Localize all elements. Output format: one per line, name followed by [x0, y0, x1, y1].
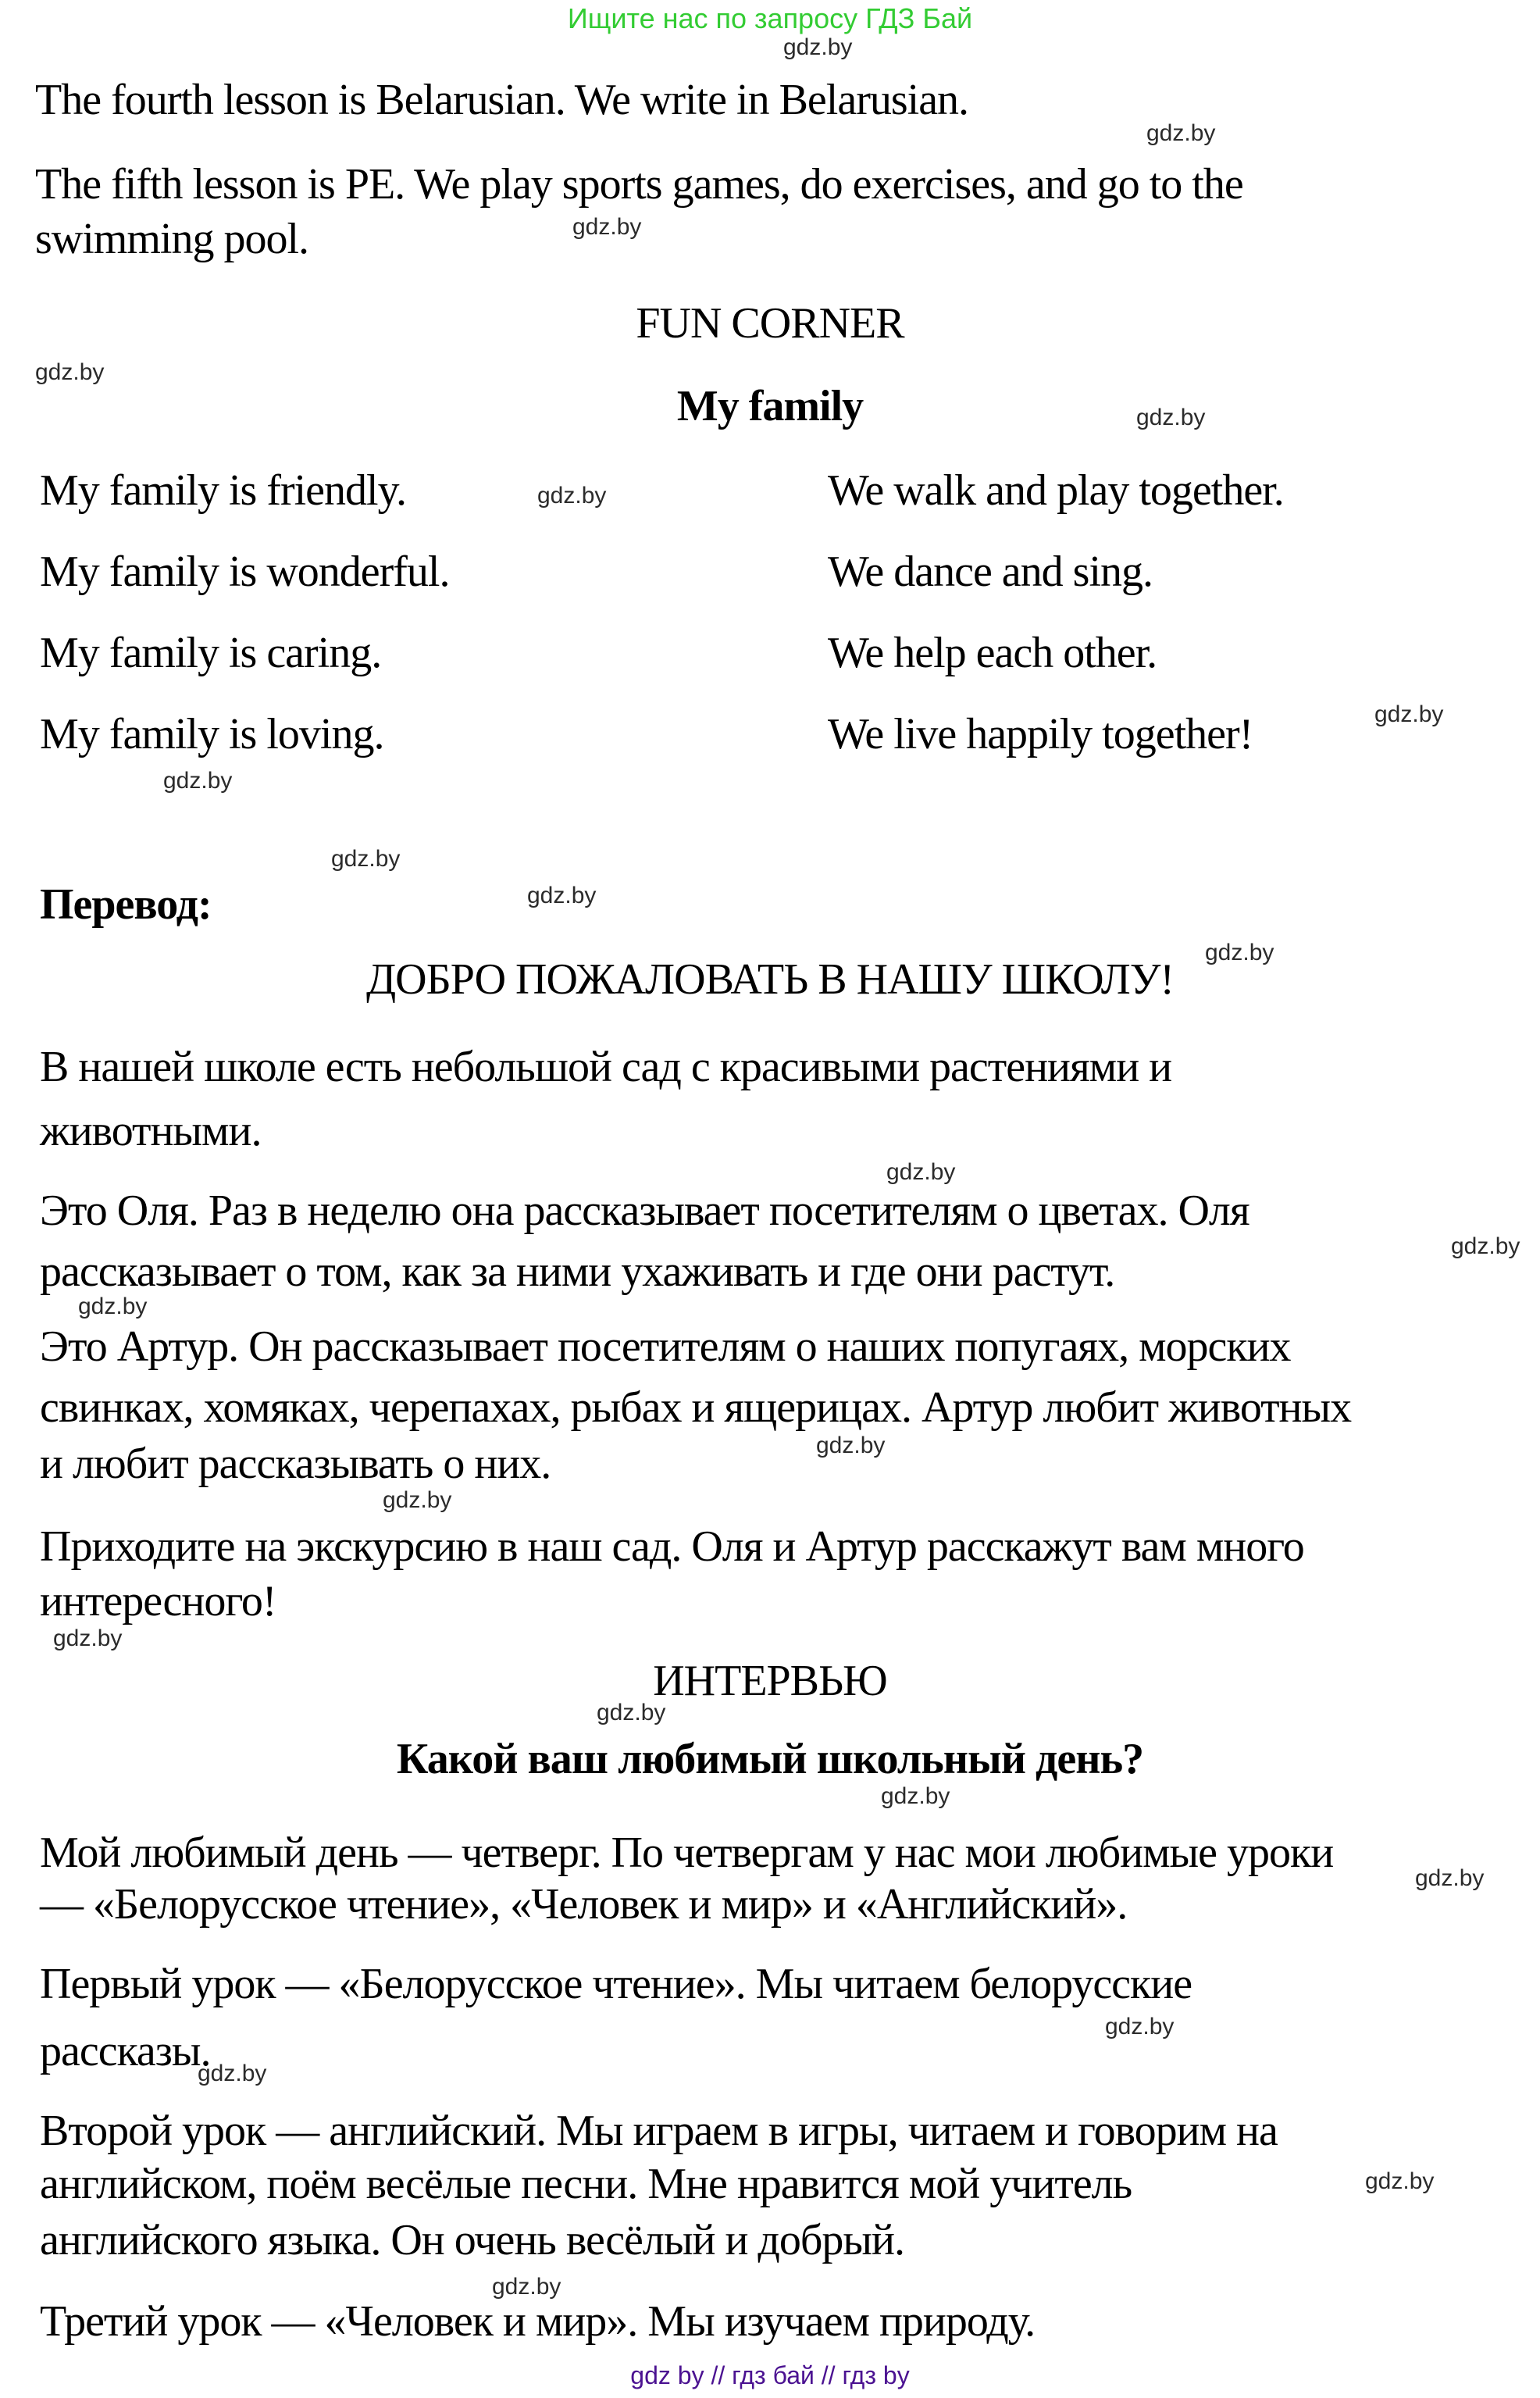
- translation-text-line: Это Оля. Раз в неделю она рассказывает посетителям о цветах. Оля: [40, 1187, 1249, 1235]
- poem-line-right: We live happily together!: [828, 710, 1253, 758]
- watermark: gdz.by: [527, 883, 597, 908]
- translation-text-line: Приходите на экскурсию в наш сад. Оля и Артур расскажут вам много: [40, 1522, 1304, 1571]
- watermark: gdz.by: [1374, 701, 1444, 727]
- translation-text-line: и любит рассказывать о них.: [40, 1440, 551, 1488]
- watermark: gdz.by: [1451, 1233, 1520, 1259]
- watermark: gdz.by: [816, 1433, 886, 1458]
- poem-line-right: We walk and play together.: [828, 466, 1284, 515]
- interview-text-line: английском, поём весёлые песни. Мне нравится мой учитель: [40, 2160, 1132, 2208]
- watermark: gdz.by: [163, 768, 233, 794]
- watermark: gdz.by: [331, 846, 401, 872]
- poem-line-left: My family is wonderful.: [40, 548, 450, 596]
- watermark: gdz.by: [886, 1159, 956, 1185]
- translation-heading: ДОБРО ПОЖАЛОВАТЬ В НАШУ ШКОЛУ!: [365, 955, 1175, 1004]
- watermark: gdz.by: [35, 359, 105, 385]
- translation-text-line: свинках, хомяках, черепахах, рыбах и ящерицах. Артур любит животных: [40, 1383, 1352, 1432]
- interview-text-line: английского языка. Он очень весёлый и добрый.: [40, 2216, 904, 2264]
- fun-corner-heading: FUN CORNER: [636, 299, 904, 348]
- watermark: gdz.by: [78, 1294, 148, 1319]
- interview-text-line: Первый урок — «Белорусское чтение». Мы читаем белорусские: [40, 1960, 1192, 2008]
- watermark: gdz.by: [198, 2061, 267, 2086]
- footer-watermark: gdz by // гдз бай // гдз by: [630, 2361, 910, 2389]
- translation-text-line: рассказывает о том, как за ними ухаживать и где они растут.: [40, 1247, 1115, 1296]
- watermark: gdz.by: [572, 214, 642, 240]
- poem-line-left: My family is friendly.: [40, 466, 406, 515]
- translation-label: Перевод:: [40, 880, 212, 929]
- translation-text-line: животными.: [40, 1107, 262, 1155]
- watermark: gdz.by: [1415, 1865, 1485, 1891]
- promo-banner: Ищите нас по запросу ГДЗ Бай: [567, 2, 973, 34]
- poem-line-left: My family is caring.: [40, 629, 382, 677]
- watermark: gdz.by: [881, 1783, 950, 1809]
- interview-text-line: Третий урок — «Человек и мир». Мы изучаем природу.: [40, 2297, 1036, 2346]
- english-text-line: The fourth lesson is Belarusian. We write in Belarusian.: [35, 76, 969, 124]
- watermark: gdz.by: [537, 483, 607, 509]
- interview-heading: ИНТЕРВЬЮ: [653, 1657, 887, 1705]
- interview-question: Какой ваш любимый школьный день?: [396, 1735, 1144, 1783]
- poem-line-right: We help each other.: [828, 629, 1157, 677]
- watermark: gdz.by: [1365, 2168, 1435, 2194]
- watermark: gdz.by: [783, 34, 853, 60]
- poem-title: My family: [676, 382, 864, 430]
- watermark: gdz.by: [597, 1700, 666, 1725]
- interview-text-line: Второй урок — английский. Мы играем в игры, читаем и говорим на: [40, 2107, 1278, 2155]
- watermark: gdz.by: [492, 2274, 561, 2300]
- translation-text-line: Это Артур. Он рассказывает посетителям о наших попугаях, морских: [40, 1322, 1291, 1371]
- watermark: gdz.by: [53, 1625, 123, 1651]
- english-text-line: The fifth lesson is PE. We play sports games, do exercises, and go to the: [35, 160, 1243, 209]
- watermark: gdz.by: [1105, 2014, 1175, 2039]
- watermark: gdz.by: [1205, 940, 1274, 965]
- interview-text-line: рассказы.: [40, 2027, 211, 2075]
- poem-line-left: My family is loving.: [40, 710, 384, 758]
- interview-text-line: — «Белорусское чтение», «Человек и мир» и «Английский».: [40, 1880, 1128, 1929]
- watermark: gdz.by: [383, 1487, 452, 1513]
- translation-text-line: интересного!: [40, 1577, 276, 1625]
- poem-line-right: We dance and sing.: [828, 548, 1153, 596]
- watermark: gdz.by: [1146, 120, 1216, 146]
- watermark: gdz.by: [1136, 405, 1206, 430]
- english-text-line: swimming pool.: [35, 215, 309, 263]
- translation-text-line: В нашей школе есть небольшой сад с красивыми растениями и: [40, 1043, 1172, 1091]
- interview-text-line: Мой любимый день — четверг. По четвергам у нас мои любимые уроки: [40, 1829, 1334, 1877]
